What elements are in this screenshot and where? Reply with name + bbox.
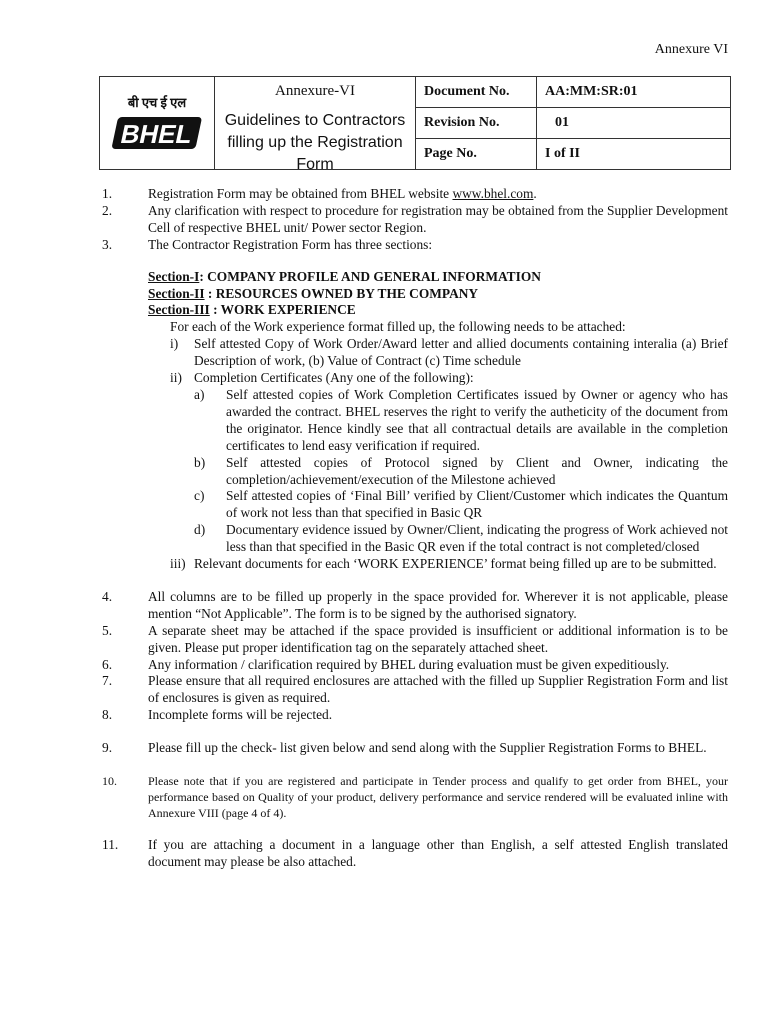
item-number: 11. bbox=[102, 837, 119, 853]
list-item-4 bbox=[0, 589, 770, 623]
item-text: Incomplete forms will be rejected. bbox=[148, 707, 333, 723]
spacer bbox=[0, 724, 770, 740]
item-number: 2. bbox=[102, 202, 113, 218]
list-item-1 bbox=[0, 186, 770, 203]
item-number: 3. bbox=[102, 236, 113, 252]
list-item-9 bbox=[0, 740, 770, 757]
logo-cell bbox=[100, 77, 215, 169]
item-number: 6. bbox=[102, 656, 113, 672]
roman-item-2 bbox=[0, 370, 770, 387]
item-number: 4. bbox=[102, 588, 113, 604]
page-number-value: I of II bbox=[545, 146, 581, 161]
logo-text: BHEL bbox=[117, 119, 196, 149]
roman-number: ii) bbox=[170, 370, 182, 386]
item-text: Registration Form may be obtained from BHEL website bbox=[148, 186, 453, 201]
section-1-label: Section-I bbox=[148, 268, 200, 284]
document-number-row bbox=[416, 77, 730, 108]
section-2-label: Section-II bbox=[148, 285, 205, 301]
bhel-website-link[interactable]: www.bhel.com bbox=[452, 186, 534, 201]
item-text-end: . bbox=[533, 186, 537, 201]
roman-number: iii) bbox=[170, 556, 186, 572]
item-number: 10. bbox=[102, 774, 117, 789]
section-3-title: : WORK EXPERIENCE bbox=[209, 302, 356, 318]
logo-hindi-text: बी एच ई एल bbox=[127, 95, 187, 110]
item-text: Any clarification with respect to procedure for registration may be obtained from the Supplier Development Cell of respective BHEL unit/ Power sector Region. bbox=[148, 202, 728, 235]
sections-block bbox=[0, 269, 770, 320]
alpha-item-a bbox=[0, 387, 770, 455]
document-header bbox=[99, 76, 731, 173]
section-3-label: Section-III bbox=[148, 302, 210, 318]
alpha-letter: d) bbox=[194, 522, 206, 538]
roman-number: i) bbox=[170, 336, 179, 352]
alpha-item-b bbox=[0, 455, 770, 489]
alpha-letter: c) bbox=[194, 488, 205, 504]
section-1-title: : COMPANY PROFILE AND GENERAL INFORMATION bbox=[199, 268, 541, 284]
bhel-logo bbox=[105, 84, 209, 162]
section-2-heading bbox=[148, 286, 728, 303]
alpha-text: Self attested copies of ‘Final Bill’ verified by Client/Customer which indicates the Quantum of work not less than that specified in Basic QR bbox=[226, 488, 728, 521]
page-number-label: Page No. bbox=[416, 139, 537, 169]
alpha-letter: b) bbox=[194, 454, 206, 470]
document-number-label: Document No. bbox=[416, 77, 537, 107]
revision-number-row bbox=[416, 108, 730, 139]
item-text: If you are attaching a document in a language other than English, a self attested English translated document may please be also attached. bbox=[148, 837, 728, 869]
title-cell bbox=[215, 77, 416, 173]
annexure-corner-label: Annexure VI bbox=[654, 42, 728, 57]
section-3-heading bbox=[148, 302, 728, 319]
alpha-text: Self attested copies of Work Completion Certificates issued by Owner or agency who has awarded the contract. BHEL reserves the right to verify the autheticity of the document from the originator. Hence kindly see that all contractual details are available in the completion certificates to lend easy verification if required. bbox=[226, 386, 728, 453]
spacer bbox=[0, 757, 770, 773]
alpha-item-d bbox=[0, 522, 770, 556]
item-text: Please ensure that all required enclosures are attached with the filled up Supplier Registration Form and list of enclosures is given as required. bbox=[148, 673, 728, 706]
item-number: 7. bbox=[102, 673, 113, 689]
item-text: Please note that if you are registered and participate in Tender process and qualify to get order from BHEL, your performance based on Quality of your product, delivery performance and service rendered will be evaluated inline with Annexure VIII (page 4 of 4). bbox=[148, 774, 728, 821]
spacer bbox=[0, 573, 770, 589]
document-number-value: AA:MM:SR:01 bbox=[545, 84, 638, 99]
section-1-heading bbox=[148, 269, 728, 286]
roman-text: Self attested Copy of Work Order/Award letter and allied documents containing interalia (a) Brief Description of work, (b) Value of Contract (c) Time schedule bbox=[194, 336, 728, 369]
list-item-3 bbox=[0, 237, 770, 254]
item-text: Any information / clarification required by BHEL during evaluation must be given expeditiously. bbox=[148, 656, 670, 672]
bhel-logo-mark bbox=[111, 113, 203, 153]
item-number: 5. bbox=[102, 622, 113, 638]
item-text: All columns are to be filled up properly in the space provided for. Wherever it is not applicable, please mention “Not Applicable”. The form is to be signed by the authorised signatory. bbox=[148, 588, 728, 621]
item-number: 1. bbox=[102, 186, 113, 201]
list-item-7 bbox=[0, 673, 770, 707]
item-text: Please fill up the check- list given below and send along with the Supplier Registration Forms to BHEL. bbox=[148, 740, 707, 756]
document-info-table bbox=[416, 77, 730, 169]
instructions-body bbox=[0, 186, 770, 871]
work-experience-intro: For each of the Work experience format filled up, the following needs to be attached: bbox=[170, 319, 626, 335]
section-2-title: : RESOURCES OWNED BY THE COMPANY bbox=[204, 285, 479, 301]
item-number: 9. bbox=[102, 740, 113, 756]
roman-item-3 bbox=[0, 556, 770, 573]
list-item-6 bbox=[0, 657, 770, 674]
alpha-text: Documentary evidence issued by Owner/Client, indicating the progress of Work achieved not less than that specified in the Basic QR even if the total contract is not completed/closed bbox=[226, 522, 728, 555]
item-text: The Contractor Registration Form has three sections: bbox=[148, 236, 433, 252]
list-item-8 bbox=[0, 707, 770, 724]
list-item-10 bbox=[0, 773, 770, 821]
item-text: A separate sheet may be attached if the space provided is insufficient or additional information is to be given. Please put proper identification tag on the separately attached sheet. bbox=[148, 622, 728, 655]
alpha-letter: a) bbox=[194, 386, 205, 402]
item-number: 8. bbox=[102, 707, 113, 723]
roman-text: Completion Certificates (Any one of the following): bbox=[194, 370, 474, 386]
alpha-item-c bbox=[0, 488, 770, 522]
spacer bbox=[0, 821, 770, 837]
header-guide-line1: Guidelines to Contractors bbox=[224, 112, 406, 129]
revision-number-label: Revision No. bbox=[416, 108, 537, 138]
header-annexure: Annexure-VI bbox=[275, 83, 355, 99]
list-item-5 bbox=[0, 623, 770, 657]
alpha-text: Self attested copies of Protocol signed by Client and Owner, indicating the completion/achievement/execution of the Milestone achieved bbox=[226, 454, 728, 487]
roman-item-1 bbox=[0, 336, 770, 370]
header-guide-line2: filling up the Registration Form bbox=[227, 134, 403, 173]
revision-number-value: 01 bbox=[555, 115, 569, 130]
list-item-11 bbox=[0, 837, 770, 871]
roman-text: Relevant documents for each ‘WORK EXPERIENCE’ format being filled up are to be submitted. bbox=[194, 556, 717, 572]
list-item-2 bbox=[0, 203, 770, 237]
page-number-row bbox=[416, 139, 730, 169]
